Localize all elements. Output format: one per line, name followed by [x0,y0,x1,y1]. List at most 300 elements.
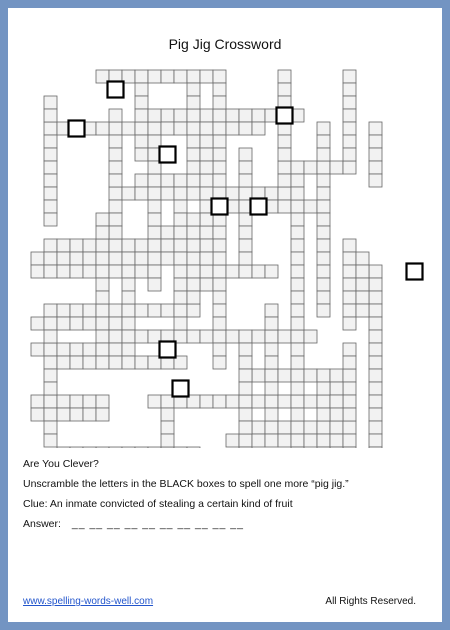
crossword-cell[interactable] [343,109,356,122]
crossword-cell[interactable] [213,96,226,109]
crossword-cell[interactable] [135,330,148,343]
crossword-cell[interactable] [161,421,174,434]
crossword-cell[interactable] [291,382,304,395]
crossword-cell[interactable] [317,200,330,213]
crossword-cell[interactable] [31,395,44,408]
crossword-cell[interactable] [200,265,213,278]
crossword-cell[interactable] [213,174,226,187]
crossword-cell[interactable] [135,447,148,448]
crossword-cell[interactable] [187,226,200,239]
crossword-cell[interactable] [343,96,356,109]
crossword-cell[interactable] [356,252,369,265]
crossword-cell[interactable] [278,174,291,187]
crossword-cell[interactable] [109,187,122,200]
crossword-cell[interactable] [135,83,148,96]
crossword-cell[interactable] [70,356,83,369]
crossword-cell[interactable] [343,291,356,304]
crossword-cell[interactable] [187,135,200,148]
crossword-cell[interactable] [317,148,330,161]
crossword-cell[interactable] [239,109,252,122]
crossword-cell[interactable] [317,291,330,304]
crossword-cell[interactable] [369,174,382,187]
crossword-cell[interactable] [369,135,382,148]
crossword-cell[interactable] [187,83,200,96]
crossword-cell[interactable] [200,330,213,343]
crossword-cell[interactable] [317,447,330,448]
crossword-cell[interactable] [135,239,148,252]
crossword-cell[interactable] [161,122,174,135]
crossword-cell[interactable] [122,304,135,317]
crossword-cell[interactable] [213,291,226,304]
crossword-cell[interactable] [174,317,187,330]
crossword-cell[interactable] [70,343,83,356]
crossword-cell[interactable] [239,148,252,161]
crossword-cell[interactable] [187,174,200,187]
crossword-cell[interactable] [239,252,252,265]
crossword-cell[interactable] [291,369,304,382]
crossword-cell[interactable] [174,278,187,291]
crossword-cell[interactable] [317,226,330,239]
crossword-cell[interactable] [83,356,96,369]
crossword-cell[interactable] [304,330,317,343]
crossword-cell[interactable] [57,265,70,278]
crossword-cell[interactable] [291,265,304,278]
crossword-cell[interactable] [343,148,356,161]
crossword-cell[interactable] [213,265,226,278]
crossword-cell[interactable] [291,213,304,226]
crossword-cell[interactable] [291,226,304,239]
crossword-cell[interactable] [200,109,213,122]
crossword-cell[interactable] [109,109,122,122]
crossword-cell[interactable] [291,278,304,291]
crossword-cell[interactable] [109,226,122,239]
crossword-cell[interactable] [200,395,213,408]
crossword-cell[interactable] [278,70,291,83]
crossword-cell[interactable] [317,161,330,174]
crossword-cell[interactable] [369,382,382,395]
crossword-cell[interactable] [44,408,57,421]
crossword-cell[interactable] [148,447,161,448]
crossword-cell[interactable] [369,304,382,317]
crossword-cell[interactable] [304,434,317,447]
crossword-cell[interactable] [187,304,200,317]
crossword-cell[interactable] [122,239,135,252]
crossword-cell[interactable] [122,187,135,200]
crossword-cell[interactable] [317,304,330,317]
crossword-cell[interactable] [44,187,57,200]
crossword-cell[interactable] [291,343,304,356]
crossword-cell[interactable] [304,161,317,174]
crossword-cell[interactable] [304,421,317,434]
crossword-cell[interactable] [317,252,330,265]
crossword-cell[interactable] [44,343,57,356]
crossword-cell[interactable] [148,213,161,226]
crossword-cell[interactable] [96,395,109,408]
crossword-cell[interactable] [135,122,148,135]
crossword-cell[interactable] [369,265,382,278]
crossword-cell[interactable] [44,252,57,265]
crossword-cell[interactable] [109,161,122,174]
crossword-cell[interactable] [174,122,187,135]
crossword-cell[interactable] [265,343,278,356]
crossword-cell[interactable] [213,148,226,161]
crossword-cell[interactable] [44,265,57,278]
crossword-cell[interactable] [96,343,109,356]
crossword-cell[interactable] [96,317,109,330]
crossword-cell[interactable] [200,122,213,135]
crossword-cell[interactable] [96,265,109,278]
crossword-cell[interactable] [96,226,109,239]
crossword-cell[interactable] [44,239,57,252]
crossword-cell[interactable] [161,434,174,447]
crossword-cell[interactable] [226,109,239,122]
crossword-cell[interactable] [265,382,278,395]
crossword-cell[interactable] [31,408,44,421]
crossword-cell[interactable] [31,343,44,356]
crossword-cell[interactable] [369,408,382,421]
crossword-cell[interactable] [330,382,343,395]
crossword-cell[interactable] [343,122,356,135]
crossword-cell[interactable] [44,421,57,434]
crossword-cell[interactable] [252,122,265,135]
answer-blanks[interactable]: __ __ __ __ __ __ __ __ __ __ [71,518,244,530]
crossword-cell[interactable] [330,395,343,408]
crossword-cell[interactable] [239,395,252,408]
crossword-cell[interactable] [265,317,278,330]
crossword-cell[interactable] [317,239,330,252]
crossword-cell[interactable] [187,213,200,226]
crossword-cell[interactable] [356,278,369,291]
crossword-cell[interactable] [109,135,122,148]
crossword-cell[interactable] [83,265,96,278]
crossword-cell[interactable] [317,408,330,421]
crossword-cell[interactable] [226,395,239,408]
crossword-cell[interactable] [135,265,148,278]
crossword-cell[interactable] [187,330,200,343]
crossword-cell[interactable] [369,161,382,174]
crossword-cell[interactable] [317,122,330,135]
crossword-cell[interactable] [265,395,278,408]
crossword-cell[interactable] [291,304,304,317]
crossword-cell[interactable] [343,70,356,83]
crossword-cell[interactable] [278,83,291,96]
crossword-cell[interactable] [343,447,356,448]
crossword-cell[interactable] [122,356,135,369]
crossword-cell[interactable] [57,343,70,356]
crossword-cell[interactable] [252,421,265,434]
crossword-cell[interactable] [148,122,161,135]
crossword-cell[interactable] [70,304,83,317]
crossword-cell[interactable] [343,395,356,408]
crossword-cell[interactable] [291,330,304,343]
crossword-cell[interactable] [369,291,382,304]
crossword-cell[interactable] [265,330,278,343]
crossword-cell[interactable] [291,239,304,252]
crossword-cell[interactable] [44,122,57,135]
crossword-cell[interactable] [57,304,70,317]
crossword-cell[interactable] [70,252,83,265]
crossword-cell[interactable] [122,122,135,135]
black-box-cell[interactable] [69,121,85,137]
crossword-cell[interactable] [148,200,161,213]
crossword-cell[interactable] [96,213,109,226]
crossword-cell[interactable] [343,317,356,330]
crossword-cell[interactable] [122,278,135,291]
crossword-cell[interactable] [187,109,200,122]
crossword-cell[interactable] [96,408,109,421]
crossword-cell[interactable] [239,408,252,421]
crossword-cell[interactable] [278,395,291,408]
crossword-cell[interactable] [369,148,382,161]
crossword-cell[interactable] [213,343,226,356]
crossword-cell[interactable] [187,70,200,83]
crossword-cell[interactable] [44,434,57,447]
crossword-cell[interactable] [317,434,330,447]
crossword-cell[interactable] [57,317,70,330]
crossword-cell[interactable] [57,408,70,421]
crossword-cell[interactable] [213,330,226,343]
crossword-cell[interactable] [213,304,226,317]
crossword-cell[interactable] [343,421,356,434]
crossword-cell[interactable] [83,304,96,317]
crossword-cell[interactable] [239,421,252,434]
crossword-cell[interactable] [200,161,213,174]
crossword-cell[interactable] [278,369,291,382]
crossword-cell[interactable] [148,252,161,265]
crossword-cell[interactable] [83,447,96,448]
crossword-cell[interactable] [57,395,70,408]
crossword-cell[interactable] [239,122,252,135]
crossword-cell[interactable] [343,83,356,96]
crossword-cell[interactable] [44,200,57,213]
crossword-cell[interactable] [187,148,200,161]
crossword-cell[interactable] [317,213,330,226]
crossword-cell[interactable] [213,70,226,83]
crossword-cell[interactable] [122,291,135,304]
crossword-cell[interactable] [343,252,356,265]
crossword-cell[interactable] [265,304,278,317]
crossword-cell[interactable] [200,239,213,252]
crossword-cell[interactable] [213,226,226,239]
black-box-cell[interactable] [277,108,293,124]
crossword-cell[interactable] [330,408,343,421]
crossword-cell[interactable] [317,369,330,382]
crossword-cell[interactable] [369,447,382,448]
crossword-cell[interactable] [187,252,200,265]
crossword-cell[interactable] [265,265,278,278]
crossword-cell[interactable] [265,421,278,434]
crossword-cell[interactable] [70,408,83,421]
crossword-cell[interactable] [96,122,109,135]
crossword-cell[interactable] [304,395,317,408]
crossword-cell[interactable] [330,447,343,448]
crossword-cell[interactable] [96,304,109,317]
crossword-cell[interactable] [109,148,122,161]
black-box-cell[interactable] [212,199,228,215]
crossword-cell[interactable] [135,70,148,83]
crossword-cell[interactable] [369,434,382,447]
crossword-cell[interactable] [109,239,122,252]
crossword-cell[interactable] [161,304,174,317]
crossword-cell[interactable] [369,330,382,343]
crossword-cell[interactable] [252,395,265,408]
crossword-cell[interactable] [317,278,330,291]
crossword-cell[interactable] [343,408,356,421]
crossword-cell[interactable] [239,265,252,278]
crossword-cell[interactable] [174,447,187,448]
crossword-cell[interactable] [317,174,330,187]
crossword-cell[interactable] [174,252,187,265]
crossword-cell[interactable] [278,148,291,161]
crossword-cell[interactable] [200,174,213,187]
crossword-cell[interactable] [343,161,356,174]
crossword-cell[interactable] [70,395,83,408]
crossword-cell[interactable] [109,330,122,343]
crossword-cell[interactable] [31,265,44,278]
black-box-cell[interactable] [160,147,176,163]
crossword-cell[interactable] [343,265,356,278]
crossword-cell[interactable] [265,434,278,447]
crossword-cell[interactable] [96,239,109,252]
crossword-cell[interactable] [200,252,213,265]
crossword-cell[interactable] [135,252,148,265]
crossword-cell[interactable] [161,187,174,200]
crossword-cell[interactable] [239,239,252,252]
crossword-cell[interactable] [161,174,174,187]
crossword-cell[interactable] [57,447,70,448]
crossword-cell[interactable] [226,330,239,343]
crossword-cell[interactable] [265,408,278,421]
crossword-cell[interactable] [239,369,252,382]
crossword-cell[interactable] [174,304,187,317]
crossword-cell[interactable] [70,317,83,330]
crossword-cell[interactable] [109,356,122,369]
crossword-cell[interactable] [200,278,213,291]
crossword-cell[interactable] [369,122,382,135]
crossword-cell[interactable] [83,239,96,252]
crossword-cell[interactable] [369,343,382,356]
crossword-cell[interactable] [135,109,148,122]
crossword-cell[interactable] [31,317,44,330]
black-box-cell[interactable] [407,264,423,280]
crossword-cell[interactable] [265,369,278,382]
crossword-cell[interactable] [239,174,252,187]
crossword-cell[interactable] [187,161,200,174]
crossword-cell[interactable] [291,174,304,187]
crossword-cell[interactable] [148,304,161,317]
crossword-cell[interactable] [135,356,148,369]
crossword-cell[interactable] [343,382,356,395]
crossword-cell[interactable] [239,356,252,369]
crossword-cell[interactable] [109,122,122,135]
crossword-cell[interactable] [109,447,122,448]
crossword-cell[interactable] [317,395,330,408]
crossword-cell[interactable] [57,356,70,369]
crossword-cell[interactable] [96,447,109,448]
crossword-cell[interactable] [291,161,304,174]
crossword-cell[interactable] [343,304,356,317]
crossword-cell[interactable] [31,252,44,265]
crossword-cell[interactable] [278,200,291,213]
crossword-cell[interactable] [148,239,161,252]
crossword-cell[interactable] [317,187,330,200]
crossword-cell[interactable] [135,174,148,187]
crossword-cell[interactable] [291,356,304,369]
crossword-cell[interactable] [369,356,382,369]
crossword-cell[interactable] [148,70,161,83]
crossword-cell[interactable] [226,434,239,447]
crossword-cell[interactable] [174,226,187,239]
crossword-cell[interactable] [278,161,291,174]
crossword-cell[interactable] [57,252,70,265]
crossword-cell[interactable] [44,317,57,330]
crossword-cell[interactable] [356,291,369,304]
crossword-cell[interactable] [174,174,187,187]
crossword-cell[interactable] [265,356,278,369]
crossword-cell[interactable] [148,265,161,278]
crossword-cell[interactable] [200,135,213,148]
crossword-cell[interactable] [278,187,291,200]
crossword-cell[interactable] [44,304,57,317]
crossword-cell[interactable] [148,226,161,239]
crossword-cell[interactable] [213,356,226,369]
crossword-cell[interactable] [278,135,291,148]
crossword-cell[interactable] [44,395,57,408]
crossword-cell[interactable] [239,343,252,356]
crossword-cell[interactable] [239,382,252,395]
crossword-cell[interactable] [174,291,187,304]
crossword-cell[interactable] [213,161,226,174]
crossword-cell[interactable] [213,83,226,96]
black-box-cell[interactable] [173,381,189,397]
crossword-cell[interactable] [135,96,148,109]
crossword-cell[interactable] [161,109,174,122]
crossword-cell[interactable] [44,382,57,395]
crossword-cell[interactable] [252,109,265,122]
crossword-cell[interactable] [161,252,174,265]
crossword-cell[interactable] [343,369,356,382]
crossword-cell[interactable] [161,226,174,239]
crossword-cell[interactable] [226,265,239,278]
crossword-cell[interactable] [174,109,187,122]
crossword-cell[interactable] [213,317,226,330]
crossword-cell[interactable] [109,304,122,317]
crossword-cell[interactable] [174,187,187,200]
crossword-cell[interactable] [148,395,161,408]
crossword-cell[interactable] [109,200,122,213]
crossword-cell[interactable] [109,252,122,265]
crossword-cell[interactable] [96,252,109,265]
crossword-cell[interactable] [161,70,174,83]
crossword-cell[interactable] [343,239,356,252]
crossword-cell[interactable] [109,213,122,226]
crossword-cell[interactable] [83,395,96,408]
crossword-cell[interactable] [96,278,109,291]
crossword-cell[interactable] [239,226,252,239]
crossword-cell[interactable] [252,330,265,343]
crossword-cell[interactable] [291,447,304,448]
crossword-cell[interactable] [239,161,252,174]
crossword-cell[interactable] [44,330,57,343]
black-box-cell[interactable] [160,342,176,358]
crossword-cell[interactable] [252,265,265,278]
crossword-cell[interactable] [356,304,369,317]
crossword-cell[interactable] [96,330,109,343]
crossword-cell[interactable] [44,148,57,161]
crossword-cell[interactable] [278,434,291,447]
crossword-cell[interactable] [44,109,57,122]
crossword-cell[interactable] [239,447,252,448]
